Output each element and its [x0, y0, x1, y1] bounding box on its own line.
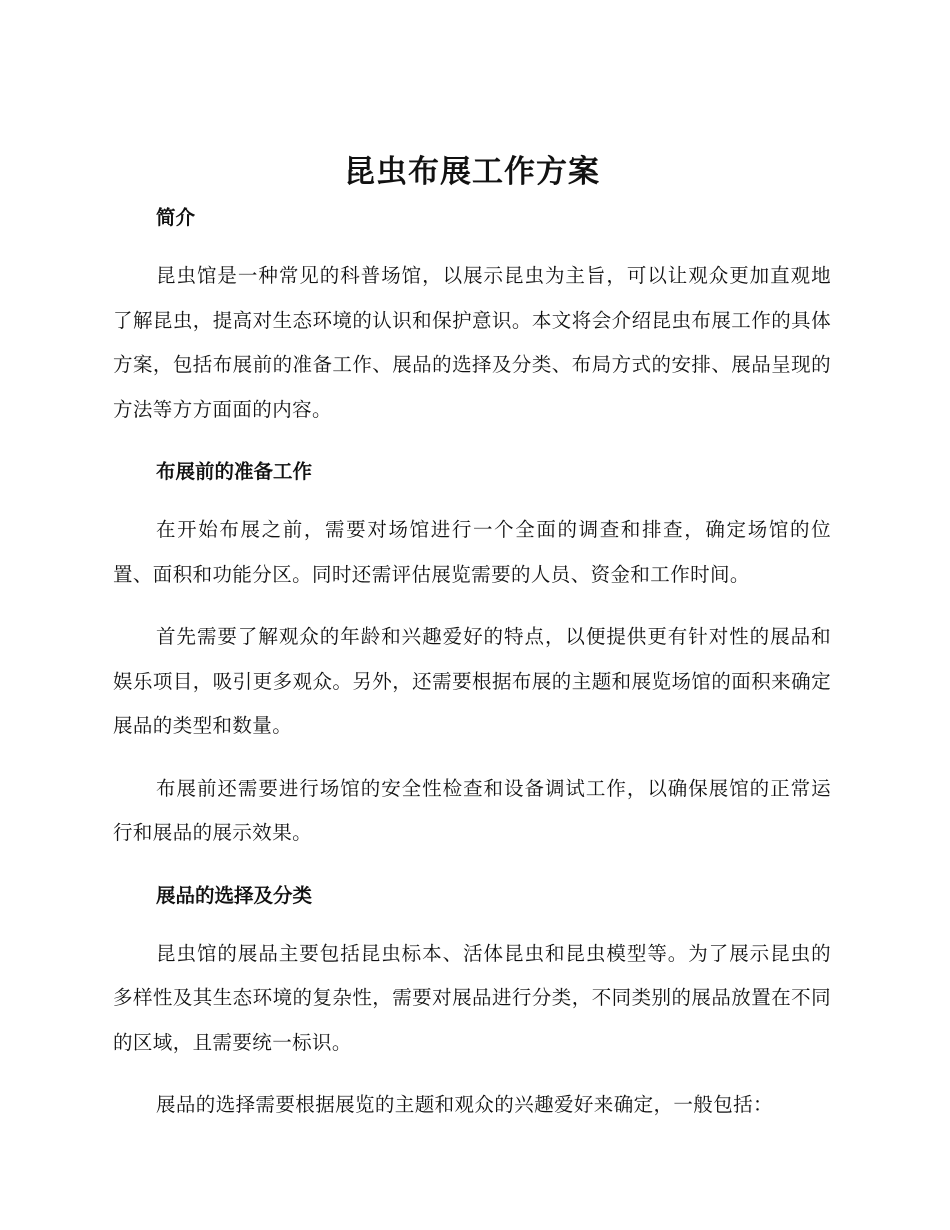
- paragraph: 首先需要了解观众的年龄和兴趣爱好的特点，以便提供更有针对性的展品和娱乐项目，吸引更多观众。另外，还需要根据布展的主题和展览场馆的面积来确定展品的类型和数量。: [113, 625, 831, 737]
- paragraph: 展品的选择需要根据展览的主题和观众的兴趣爱好来确定，一般包括：: [156, 1093, 773, 1116]
- paragraph: 昆虫馆是一种常见的科普场馆，以展示昆虫为主旨，可以让观众更加直观地了解昆虫，提高对生态环境的认识和保护意识。本文将会介绍昆虫布展工作的具体方案，包括布展前的准备工作、展品的选择及分类、布局方式的安排、展品呈现的方法等方方面面的内容。: [113, 264, 831, 421]
- section-preparation: [113, 450, 831, 856]
- document-title: 昆虫布展工作方案: [344, 154, 600, 190]
- section-heading: 简介: [156, 206, 196, 229]
- section-heading: 展品的选择及分类: [156, 883, 313, 907]
- paragraph: 昆虫馆的展品主要包括昆虫标本、活体昆虫和昆虫模型等。为了展示昆虫的多样性及其生态环境的复杂性，需要对展品进行分类，不同类别的展品放置在不同的区域，且需要统一标识。: [113, 941, 831, 1054]
- paragraph: 在开始布展之前，需要对场馆进行一个全面的调查和排查，确定场馆的位置、面积和功能分区。同时还需评估展览需要的人员、资金和工作时间。: [113, 518, 831, 586]
- paragraph: 布展前还需要进行场馆的安全性检查和设备调试工作，以确保展馆的正常运行和展品的展示效果。: [113, 776, 831, 844]
- document-page: [113, 148, 831, 1128]
- section-intro: [113, 196, 831, 432]
- section-exhibit-selection: [113, 874, 831, 1128]
- section-heading: 布展前的准备工作: [156, 460, 313, 483]
